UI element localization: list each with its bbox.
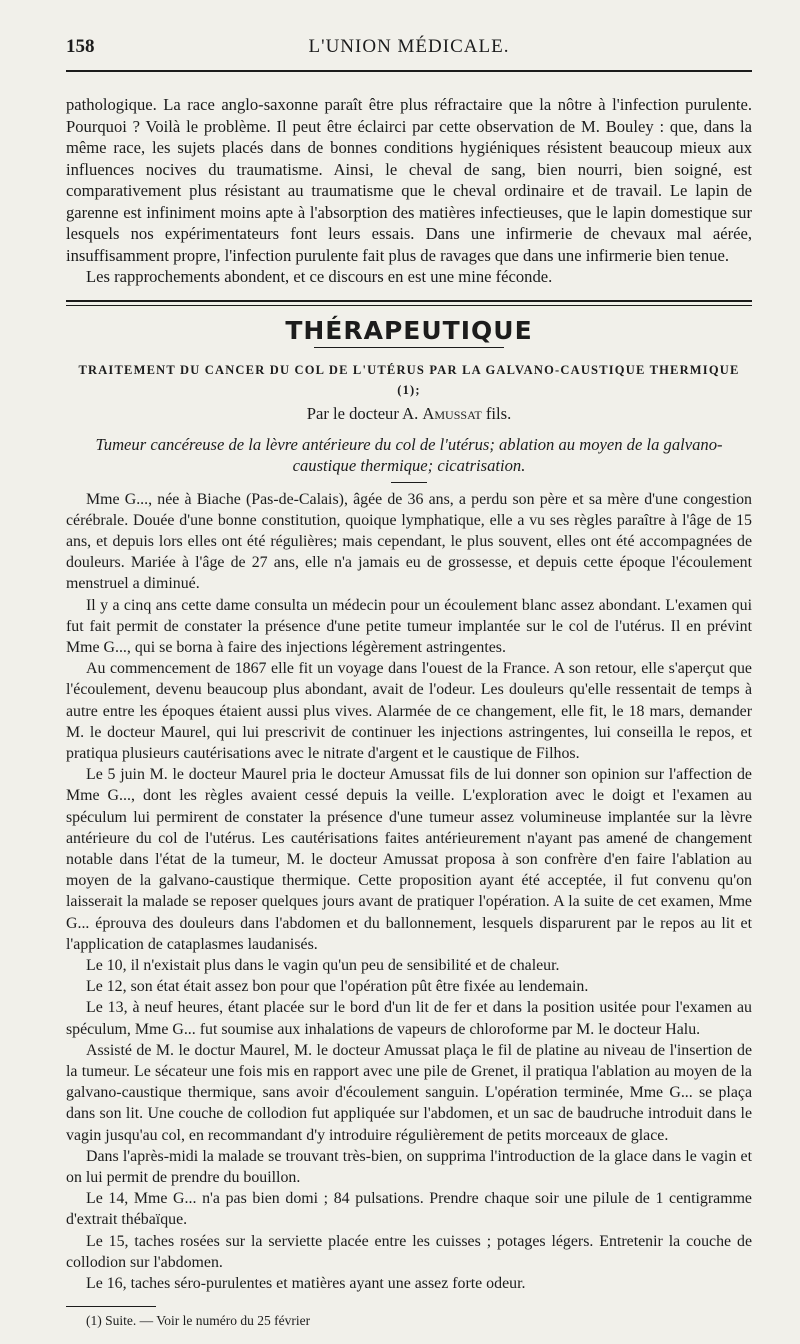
intro-paragraph: pathologique. La race anglo-saxonne paraît être plus réfractaire que la nôtre à l'infection purulente. Pourquoi ? Voilà le problème. Il peut être éclairci par cette observation de M. Bouley : que, dans la même race, les sujets placés dans de bonnes conditions hygiéniques résistent beaucoup mieux aux influences nocives du traumatisme. Ainsi, le cheval de sang, bien nourri, bien soigné, est comparativement plus résistant au traumatisme que le cheval ordinaire et de travail. Le lapin de garenne est infiniment moins apte à l'absorption des matières infectieuses, que le lapin domestique sur lesquels nos expérimentateurs font leurs essais. Dans une infirmerie de chevaux mal aérée, insuffisamment propre, l'infection purulente fait plus de ravages que dans une infirmerie bien tenue. [66, 95, 752, 265]
byline-name: Amussat [422, 403, 482, 423]
article-paragraph: Le 13, à neuf heures, étant placée sur le bord d'un lit de fer et dans la position usitée pour l'examen au spéculum, Mme G... fut soumise aux inhalations de vapeurs de chloroforme par M. le docteur Halu. [66, 999, 752, 1038]
article-title-text: TRAITEMENT DU CANCER DU COL DE L'UTÉRUS PAR LA GALVANO-CAUSTIQUE THERMIQUE [78, 362, 740, 377]
header-rule [66, 70, 752, 72]
footnote-mark: (1) [397, 382, 416, 397]
intro-text [66, 94, 752, 288]
article-paragraph: Assisté de M. le doctur Maurel, M. le docteur Amussat plaça le fil de platine au niveau de l'insertion de la tumeur. Le sécateur une fois mis en rapport avec une pile de Grenet, il pratiqua l'ablation au moyen de la galvano-caustique thermique, sans avoir d'écoulement sanguin. L'opération terminée, Mme G... se plaça dans son lit. Une couche de collodion fut appliquée sur l'abdomen, et un sac de baudruche introduit dans le vagin jusqu'au col, en recommandant d'y introduire régulièrement de petits morceaux de glace. [66, 1041, 752, 1144]
article-paragraph: Le 12, son état était assez bon pour que l'opération pût être fixée au lendemain. [86, 978, 589, 996]
intro-paragraph: Les rapprochements abondent, et ce discours en est une mine féconde. [86, 267, 553, 286]
article-body [66, 489, 752, 1295]
byline-prefix: Par le docteur A. [306, 403, 419, 423]
article-title-suffix: ; [415, 382, 421, 397]
article-paragraph: Le 15, taches rosées sur la serviette placée entre les cuisses ; potages légers. Entretenir la couche de collodion sur l'abdomen. [66, 1232, 752, 1271]
article-paragraph: Le 14, Mme G... n'a pas bien domi ; 84 pulsations. Prendre chaque soir une pilule de 1 centigramme d'extrait thébaïque. [66, 1190, 752, 1229]
article-paragraph: Le 5 juin M. le docteur Maurel pria le docteur Amussat fils de lui donner son opinion sur l'affection de Mme G..., dont les règles avaient cessé depuis la veille. L'exploration avec le doigt et l'examen au spéculum lui permirent de constater la présence d'une tumeur assez volumineuse implantée sur la lèvre antérieure du col de l'utérus. Les cautérisations faites antérieurement n'ayant pas amené de changement notable dans l'état de la tumeur, M. le docteur Amussat proposa à son confrère d'en faire l'ablation au moyen de la galvano-caustique thermique. Cette proposition ayant été acceptée, il fut convenu qu'on laisserait la malade se reposer quelques jours avant de pratiquer l'opération. A la suite de cet examen, Mme G... éprouva des douleurs dans l'abdomen et du ballonnement, lesquels disparurent par le repos au lit et l'application de cataplasmes laudanisés. [66, 766, 752, 953]
running-title: L'UNION MÉDICALE. [308, 36, 510, 57]
article-paragraph: Il y a cinq ans cette dame consulta un médecin pour un écoulement blanc assez abondant. L'examen qui fut fait permit de constater la présence d'une petite tumeur implantée sur le col de l'utérus. Il en prévint Mme G..., qui se borna à faire des injections légèrement astringentes. [66, 596, 752, 656]
case-title: Tumeur cancéreuse de la lèvre antérieure du col de l'utérus; ablation au moyen de la galvano-caustique thermique; cicatrisation. [95, 434, 723, 475]
page-header [66, 30, 752, 60]
article-paragraph: Mme G..., née à Biache (Pas-de-Calais), âgée de 36 ans, a perdu son père et sa mère d'une congestion cérébrale. Douée d'une bonne constitution, quoique lymphatique, elle a vu ses règles paraître à l'âge de 15 ans, et depuis lors elles ont été régulières; mais cependant, le plus souvent, elles ont été accompagnées de douleurs. Mariée à l'âge de 27 ans, elle n'a jamais eu de grossesse, et depuis cette époque l'écoulement menstruel a diminué. [66, 490, 752, 593]
page [66, 30, 752, 1329]
case-title-rule [391, 482, 427, 483]
footnote-rule [66, 1306, 156, 1307]
byline-suffix: fils. [485, 403, 512, 423]
article-paragraph: Dans l'après-midi la malade se trouvant très-bien, on supprima l'introduction de la glace dans le vagin et on lui permit de prendre du bouillon. [66, 1147, 752, 1186]
byline [66, 404, 752, 424]
section-title: THÉRAPEUTIQUE [285, 315, 533, 345]
article-paragraph: Le 16, taches séro-purulentes et matières ayant une assez forte odeur. [86, 1275, 526, 1293]
article-paragraph: Au commencement de 1867 elle fit un voyage dans l'ouest de la France. A son retour, elle s'aperçut que l'écoulement, devenu beaucoup plus abondant, avait de l'odeur. Les douleurs qu'elle ressentait de temps à autre entre les époques étaient aussi plus vives. Alarmée de ce changement, elle fit, le 18 mars, demander M. le docteur Maurel, qui lui prescrivit de continuer les injections astringentes, lui conseilla le repos, et pratiqua plusieurs cautérisations avec le nitrate d'argent et le caustique de Filhos. [66, 660, 752, 762]
page-number: 158 [66, 36, 95, 57]
footnote: (1) Suite. — Voir le numéro du 25 février [86, 1313, 311, 1329]
section-title-rule [314, 347, 504, 348]
section-rule-bottom [66, 305, 752, 306]
article-paragraph: Le 10, il n'existait plus dans le vagin qu'un peu de sensibilité et de chaleur. [86, 956, 560, 974]
section-rule-top [66, 300, 752, 302]
article-title [66, 360, 752, 400]
